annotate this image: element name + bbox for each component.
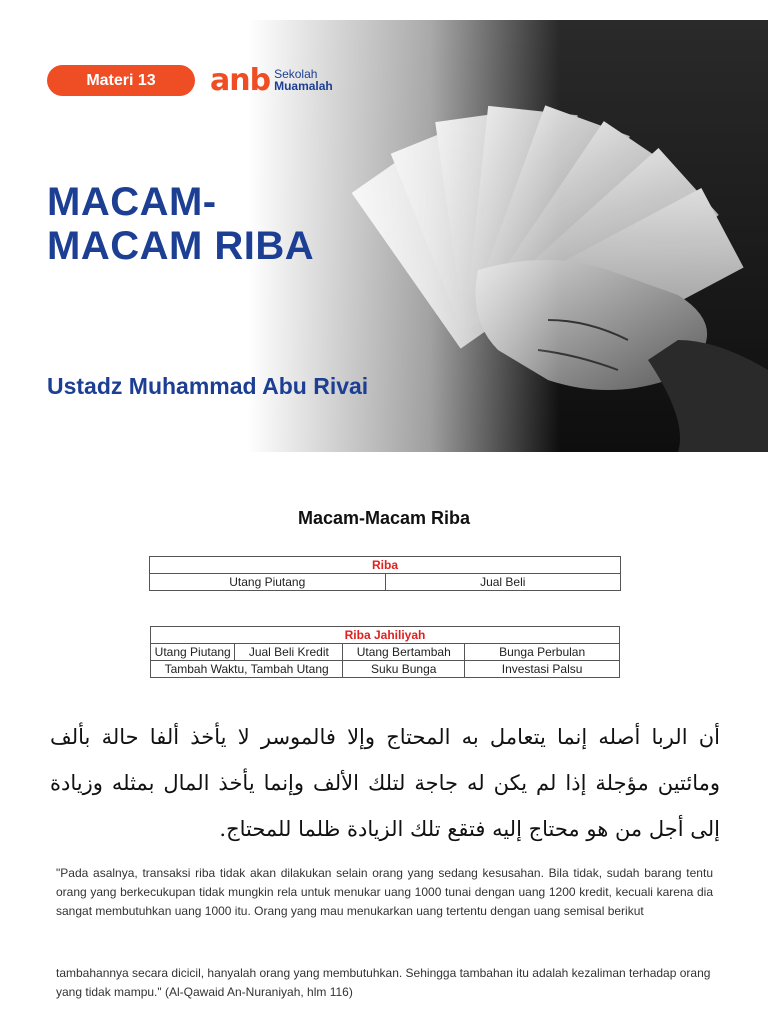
- author-name: Ustadz Muhammad Abu Rivai: [47, 373, 369, 399]
- arabic-quote: أن الربا أصله إنما يتعامل به المحتاج وإلا فالموسر لا يأخذ ألفا حالة بألف ومائتين مؤجلة إذا لم يكن له جاجة لتلك الألف وإنما يأخذ المال بمثله وزيادة إلى أجل من هو محتاج إليه فتقع تلك الزيادة ظلما للمحتاج.: [50, 725, 720, 841]
- table-cell: Suku Bunga: [343, 661, 465, 678]
- anb-logo-icon: [210, 63, 270, 98]
- brand-logo: [210, 62, 333, 98]
- table-cell: Investasi Palsu: [465, 661, 620, 678]
- logo-text-line2: Muamalah: [274, 79, 333, 93]
- riba-table: [149, 556, 621, 591]
- logo-text-line1: Sekolah: [274, 67, 318, 81]
- translation-paragraph-1: "Pada asalnya, transaksi riba tidak akan dilakukan selain orang yang sedang kesusahan. Bila tidak, sudah barang tentu orang yang berkecukupan tidak mungkin rela untuk menukar uang 1000 tunai dengan uang 1200 kredit, kecuali karena dia sangat membutuhkan uang 1000 itu. Orang yang mau menukarkan uang tertentu dengan uang semisal berikut: [56, 866, 713, 918]
- title-line1: MACAM-: [47, 180, 217, 224]
- riba-jahiliyah-table: [150, 626, 620, 678]
- table-cell: Utang Piutang: [150, 574, 386, 591]
- table-cell: Jual Beli: [385, 574, 621, 591]
- page-title: [47, 180, 314, 268]
- logo-mark-text: anb: [210, 62, 271, 98]
- table-cell: Utang Piutang: [151, 644, 235, 661]
- table-cell: Jual Beli Kredit: [235, 644, 343, 661]
- translation-paragraph-2: tambahannya secara dicicil, hanyalah orang yang membutuhkan. Sehingga tambahan itu adalah kezaliman terhadap orang yang tidak mampu." (Al-Qawaid An-Nuraniyah, hlm 116): [56, 966, 711, 999]
- riba-table-header: Riba: [150, 557, 621, 574]
- lesson-badge: Materi 13: [47, 65, 195, 96]
- section-title: Macam-Macam Riba: [297, 508, 471, 528]
- table-cell: Tambah Waktu, Tambah Utang: [151, 661, 343, 678]
- table-cell: Bunga Perbulan: [465, 644, 620, 661]
- title-line2: MACAM RIBA: [47, 224, 315, 268]
- table-cell: Utang Bertambah: [343, 644, 465, 661]
- logo-text: [274, 68, 333, 92]
- riba-jahiliyah-header: Riba Jahiliyah: [151, 627, 620, 644]
